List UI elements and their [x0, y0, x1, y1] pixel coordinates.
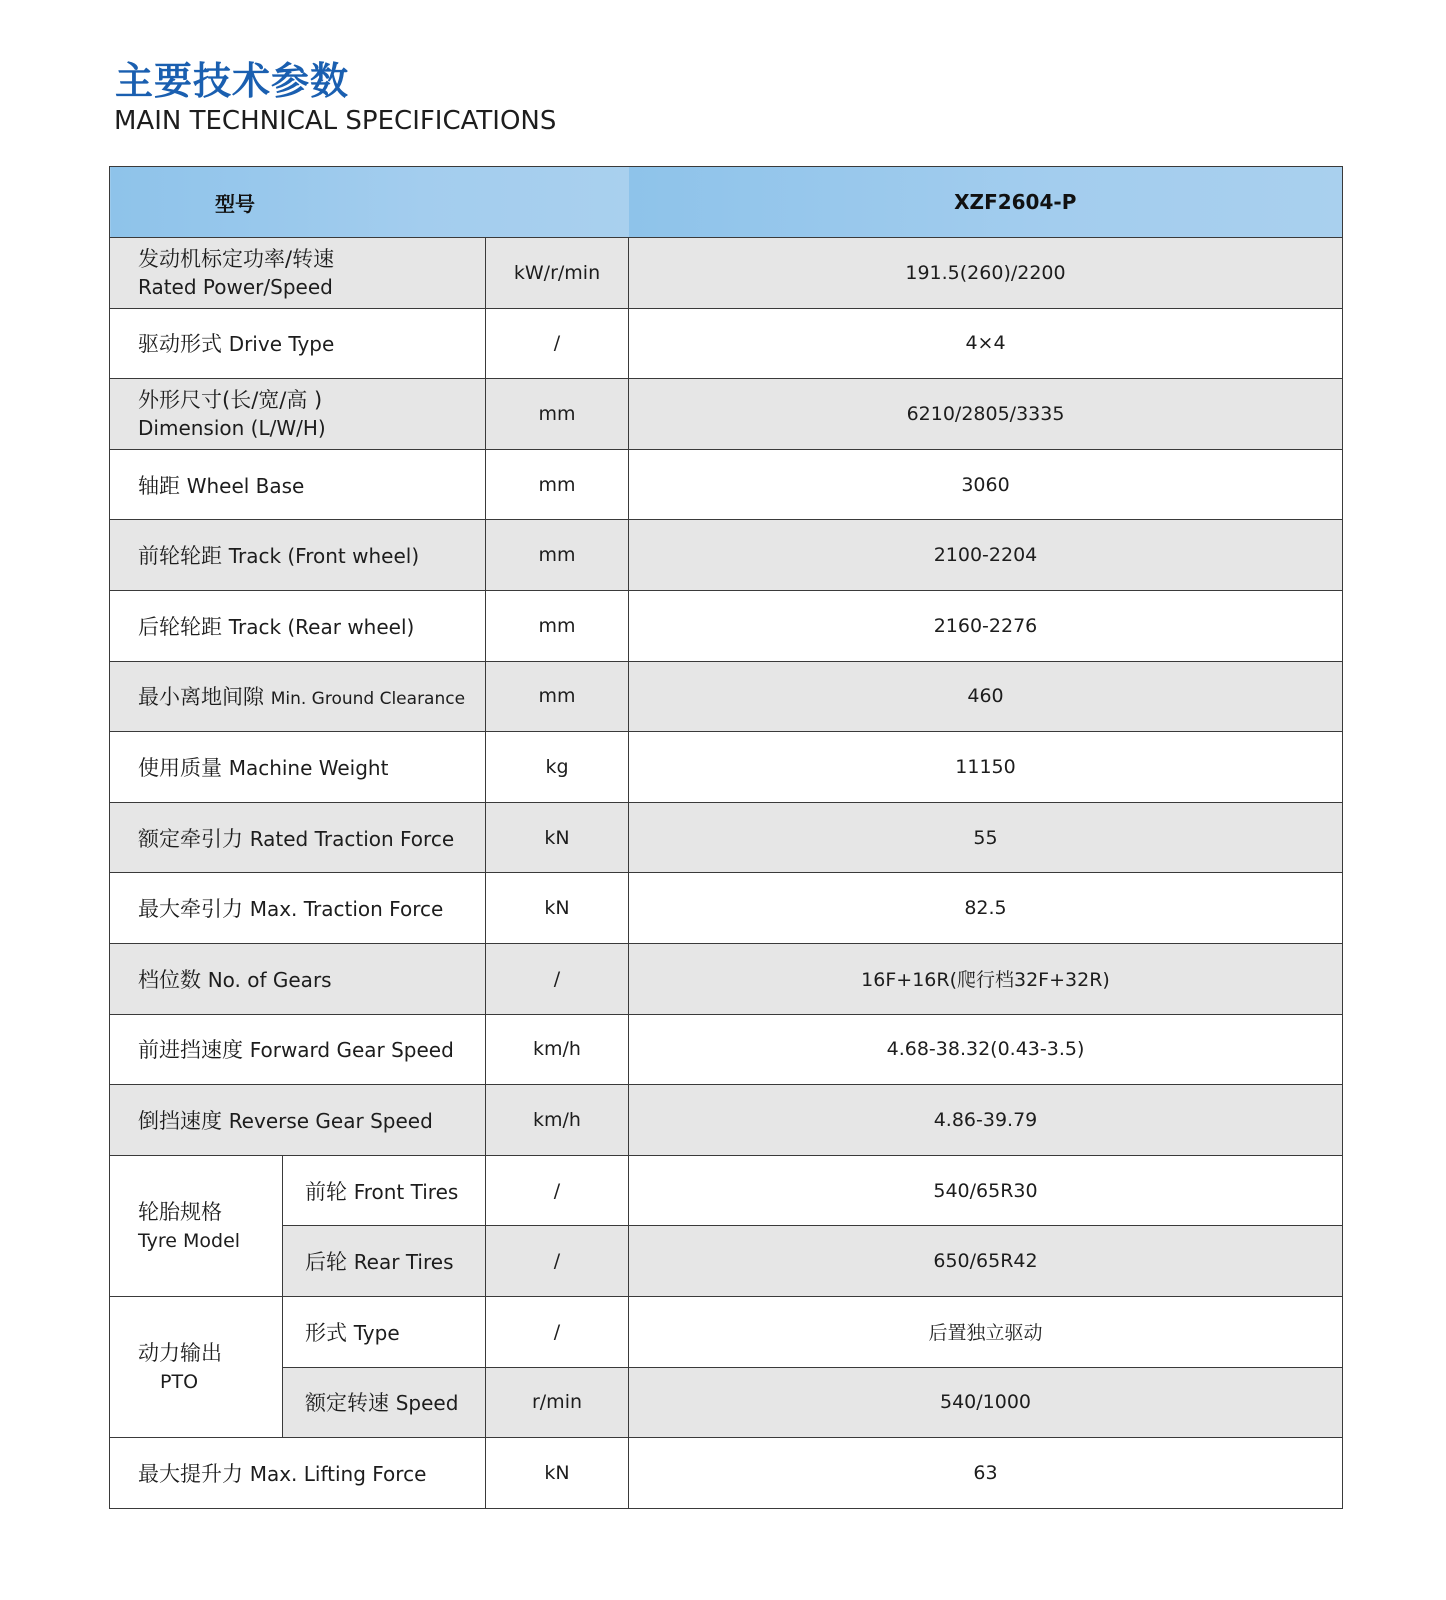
label-en: Tyre Model [138, 1229, 241, 1252]
row-unit: km/h [486, 1014, 629, 1085]
label-cn: 倒挡速度 [138, 1108, 229, 1133]
row-label [110, 308, 486, 379]
row-label [110, 943, 486, 1014]
row-unit: / [486, 1226, 629, 1297]
row-value: 后置独立驱动 [629, 1296, 1343, 1367]
row-sublabel [283, 1296, 486, 1367]
row-unit: mm [486, 449, 629, 520]
table-header-row [110, 167, 1343, 238]
page-title-en: MAIN TECHNICAL SPECIFICATIONS [114, 106, 557, 136]
label-en: Forward Gear Speed [249, 1038, 454, 1063]
label-en: Rated Traction Force [249, 826, 455, 851]
row-label [110, 1014, 486, 1085]
row-label [110, 661, 486, 732]
label-cn: 轴距 [138, 473, 187, 498]
row-label [110, 873, 486, 944]
label-en: No. of Gears [207, 967, 332, 992]
label-en: Rated Power/Speed [138, 274, 333, 299]
row-value: 540/1000 [629, 1367, 1343, 1438]
row-value: 4×4 [629, 308, 1343, 379]
label-cn: 动力输出 [138, 1341, 222, 1365]
label-cn: 前轮 [305, 1179, 354, 1204]
label-cn: 后轮轮距 [138, 614, 229, 639]
label-en: Machine Weight [228, 755, 389, 780]
label-cn: 额定转速 [305, 1391, 396, 1416]
row-unit: / [486, 308, 629, 379]
row-label [110, 238, 486, 309]
row-value: 82.5 [629, 873, 1343, 944]
row-value: 11150 [629, 732, 1343, 803]
row-label [110, 732, 486, 803]
row-unit: kg [486, 732, 629, 803]
label-en: Max. Traction Force [249, 897, 444, 922]
label-en: Rear Tires [353, 1250, 454, 1275]
table-row [110, 379, 1343, 450]
table-row [110, 732, 1343, 803]
row-sublabel [283, 1226, 486, 1297]
table-row [110, 308, 1343, 379]
label-en: Min. Ground Clearance [270, 689, 466, 710]
row-value: 460 [629, 661, 1343, 732]
label-en: Front Tires [353, 1179, 459, 1204]
label-cn: 形式 [305, 1320, 354, 1345]
row-unit: r/min [486, 1367, 629, 1438]
label-en: Drive Type [228, 332, 335, 357]
row-unit: kW/r/min [486, 238, 629, 309]
page-title-cn: 主要技术参数 [115, 59, 350, 103]
table-row [110, 1438, 1343, 1509]
row-value: 650/65R42 [629, 1226, 1343, 1297]
label-cn: 使用质量 [138, 755, 229, 780]
table-row-pto-speed [110, 1367, 1343, 1438]
label-cn: 后轮 [305, 1250, 354, 1275]
label-en: Max. Lifting Force [249, 1461, 427, 1486]
label-en: Dimension (L/W/H) [138, 415, 326, 440]
row-value: 16F+16R(爬行档32F+32R) [629, 943, 1343, 1014]
row-value: 2100-2204 [629, 520, 1343, 591]
row-unit: mm [486, 520, 629, 591]
row-unit: / [486, 1296, 629, 1367]
table-row [110, 661, 1343, 732]
row-value: 4.68-38.32(0.43-3.5) [629, 1014, 1343, 1085]
pto-group-label [110, 1296, 283, 1437]
label-cn: 发动机标定功率/转速 [138, 246, 335, 271]
row-sublabel [283, 1155, 486, 1226]
spec-table [109, 166, 1343, 1509]
table-row [110, 943, 1343, 1014]
label-en: Track (Rear wheel) [228, 614, 415, 639]
label-cn: 最大牵引力 [138, 897, 250, 922]
row-unit: mm [486, 379, 629, 450]
row-value: 6210/2805/3335 [629, 379, 1343, 450]
row-label [110, 379, 486, 450]
label-cn: 额定牵引力 [138, 826, 250, 851]
table-row [110, 520, 1343, 591]
row-unit: kN [486, 802, 629, 873]
label-cn: 前轮轮距 [138, 544, 229, 569]
label-cn: 外形尺寸(长/宽/高 ) [138, 387, 323, 412]
row-label [110, 802, 486, 873]
row-value: 2160-2276 [629, 590, 1343, 661]
label-cn: 最大提升力 [138, 1461, 250, 1486]
table-row [110, 873, 1343, 944]
table-row-pto-type [110, 1296, 1343, 1367]
row-unit: / [486, 1155, 629, 1226]
table-row [110, 449, 1343, 520]
row-unit: kN [486, 1438, 629, 1509]
label-cn: 档位数 [138, 967, 208, 992]
row-label [110, 590, 486, 661]
label-cn: 轮胎规格 [138, 1199, 222, 1224]
row-unit: mm [486, 661, 629, 732]
row-value: 191.5(260)/2200 [629, 238, 1343, 309]
label-en: Type [353, 1320, 400, 1345]
row-unit: / [486, 943, 629, 1014]
row-unit: mm [486, 590, 629, 661]
row-label [110, 1438, 486, 1509]
row-sublabel [283, 1367, 486, 1438]
row-value: 4.86-39.79 [629, 1085, 1343, 1156]
tyre-group-label [110, 1155, 283, 1296]
table-row [110, 802, 1343, 873]
row-label [110, 520, 486, 591]
label-en: Reverse Gear Speed [228, 1108, 433, 1133]
row-value: 540/65R30 [629, 1155, 1343, 1226]
table-row [110, 1085, 1343, 1156]
row-value: 63 [629, 1438, 1343, 1509]
table-row [110, 238, 1343, 309]
row-unit: km/h [486, 1085, 629, 1156]
row-unit: kN [486, 873, 629, 944]
model-value: XZF2604-P [629, 167, 1343, 238]
label-en: Track (Front wheel) [228, 544, 420, 569]
row-label [110, 1085, 486, 1156]
table-row [110, 1014, 1343, 1085]
table-row [110, 590, 1343, 661]
model-label: 型号 [110, 167, 629, 238]
table-row-tyre-front [110, 1155, 1343, 1226]
row-label [110, 449, 486, 520]
label-cn: 前进挡速度 [138, 1038, 250, 1063]
label-en: Speed [395, 1391, 459, 1416]
label-cn: 最小离地间隙 [138, 685, 271, 710]
row-value: 3060 [629, 449, 1343, 520]
label-cn: 驱动形式 [138, 332, 229, 357]
label-en: PTO [160, 1371, 199, 1393]
table-row-tyre-rear [110, 1226, 1343, 1297]
label-en: Wheel Base [186, 473, 305, 498]
row-value: 55 [629, 802, 1343, 873]
